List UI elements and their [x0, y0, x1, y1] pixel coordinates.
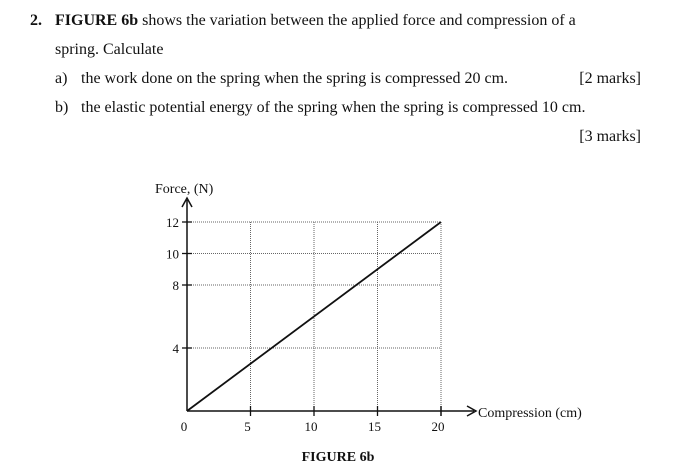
part-a-label: a) — [55, 70, 68, 87]
y-tick-label: 4 — [172, 341, 179, 356]
x-tick-label: 20 — [431, 419, 445, 434]
y-axis-label: Force, (N) — [155, 182, 214, 197]
x-axis-label: Compression (cm) — [478, 406, 582, 421]
question-intro-line2: spring. Calculate — [55, 41, 164, 58]
x-tick-label: 0 — [180, 419, 188, 434]
figure-reference: FIGURE 6b — [55, 12, 139, 29]
x-tick-label: 5 — [244, 419, 251, 434]
part-a-text: the work done on the spring when the spring is compressed 20 cm. — [81, 70, 509, 87]
part-b-marks: [3 marks] — [579, 128, 641, 145]
part-b-text: the elastic potential energy of the spring when the spring is compressed 10 cm. — [81, 99, 586, 116]
tick-labels — [166, 215, 445, 434]
question-number: 2. — [30, 12, 42, 29]
y-tick-label: 10 — [166, 246, 179, 262]
x-tick-label: 15 — [368, 419, 381, 434]
figure-caption: FIGURE 6b — [301, 450, 375, 465]
question-intro-text: shows the variation between the applied force and compression of a — [138, 12, 576, 29]
y-tick-label: 8 — [172, 278, 179, 293]
axes — [182, 198, 476, 416]
y-tick-label: 12 — [166, 215, 179, 230]
part-b-label: b) — [55, 99, 69, 116]
part-a-marks: [2 marks] — [579, 70, 641, 87]
x-tick-label: 10 — [304, 419, 318, 434]
